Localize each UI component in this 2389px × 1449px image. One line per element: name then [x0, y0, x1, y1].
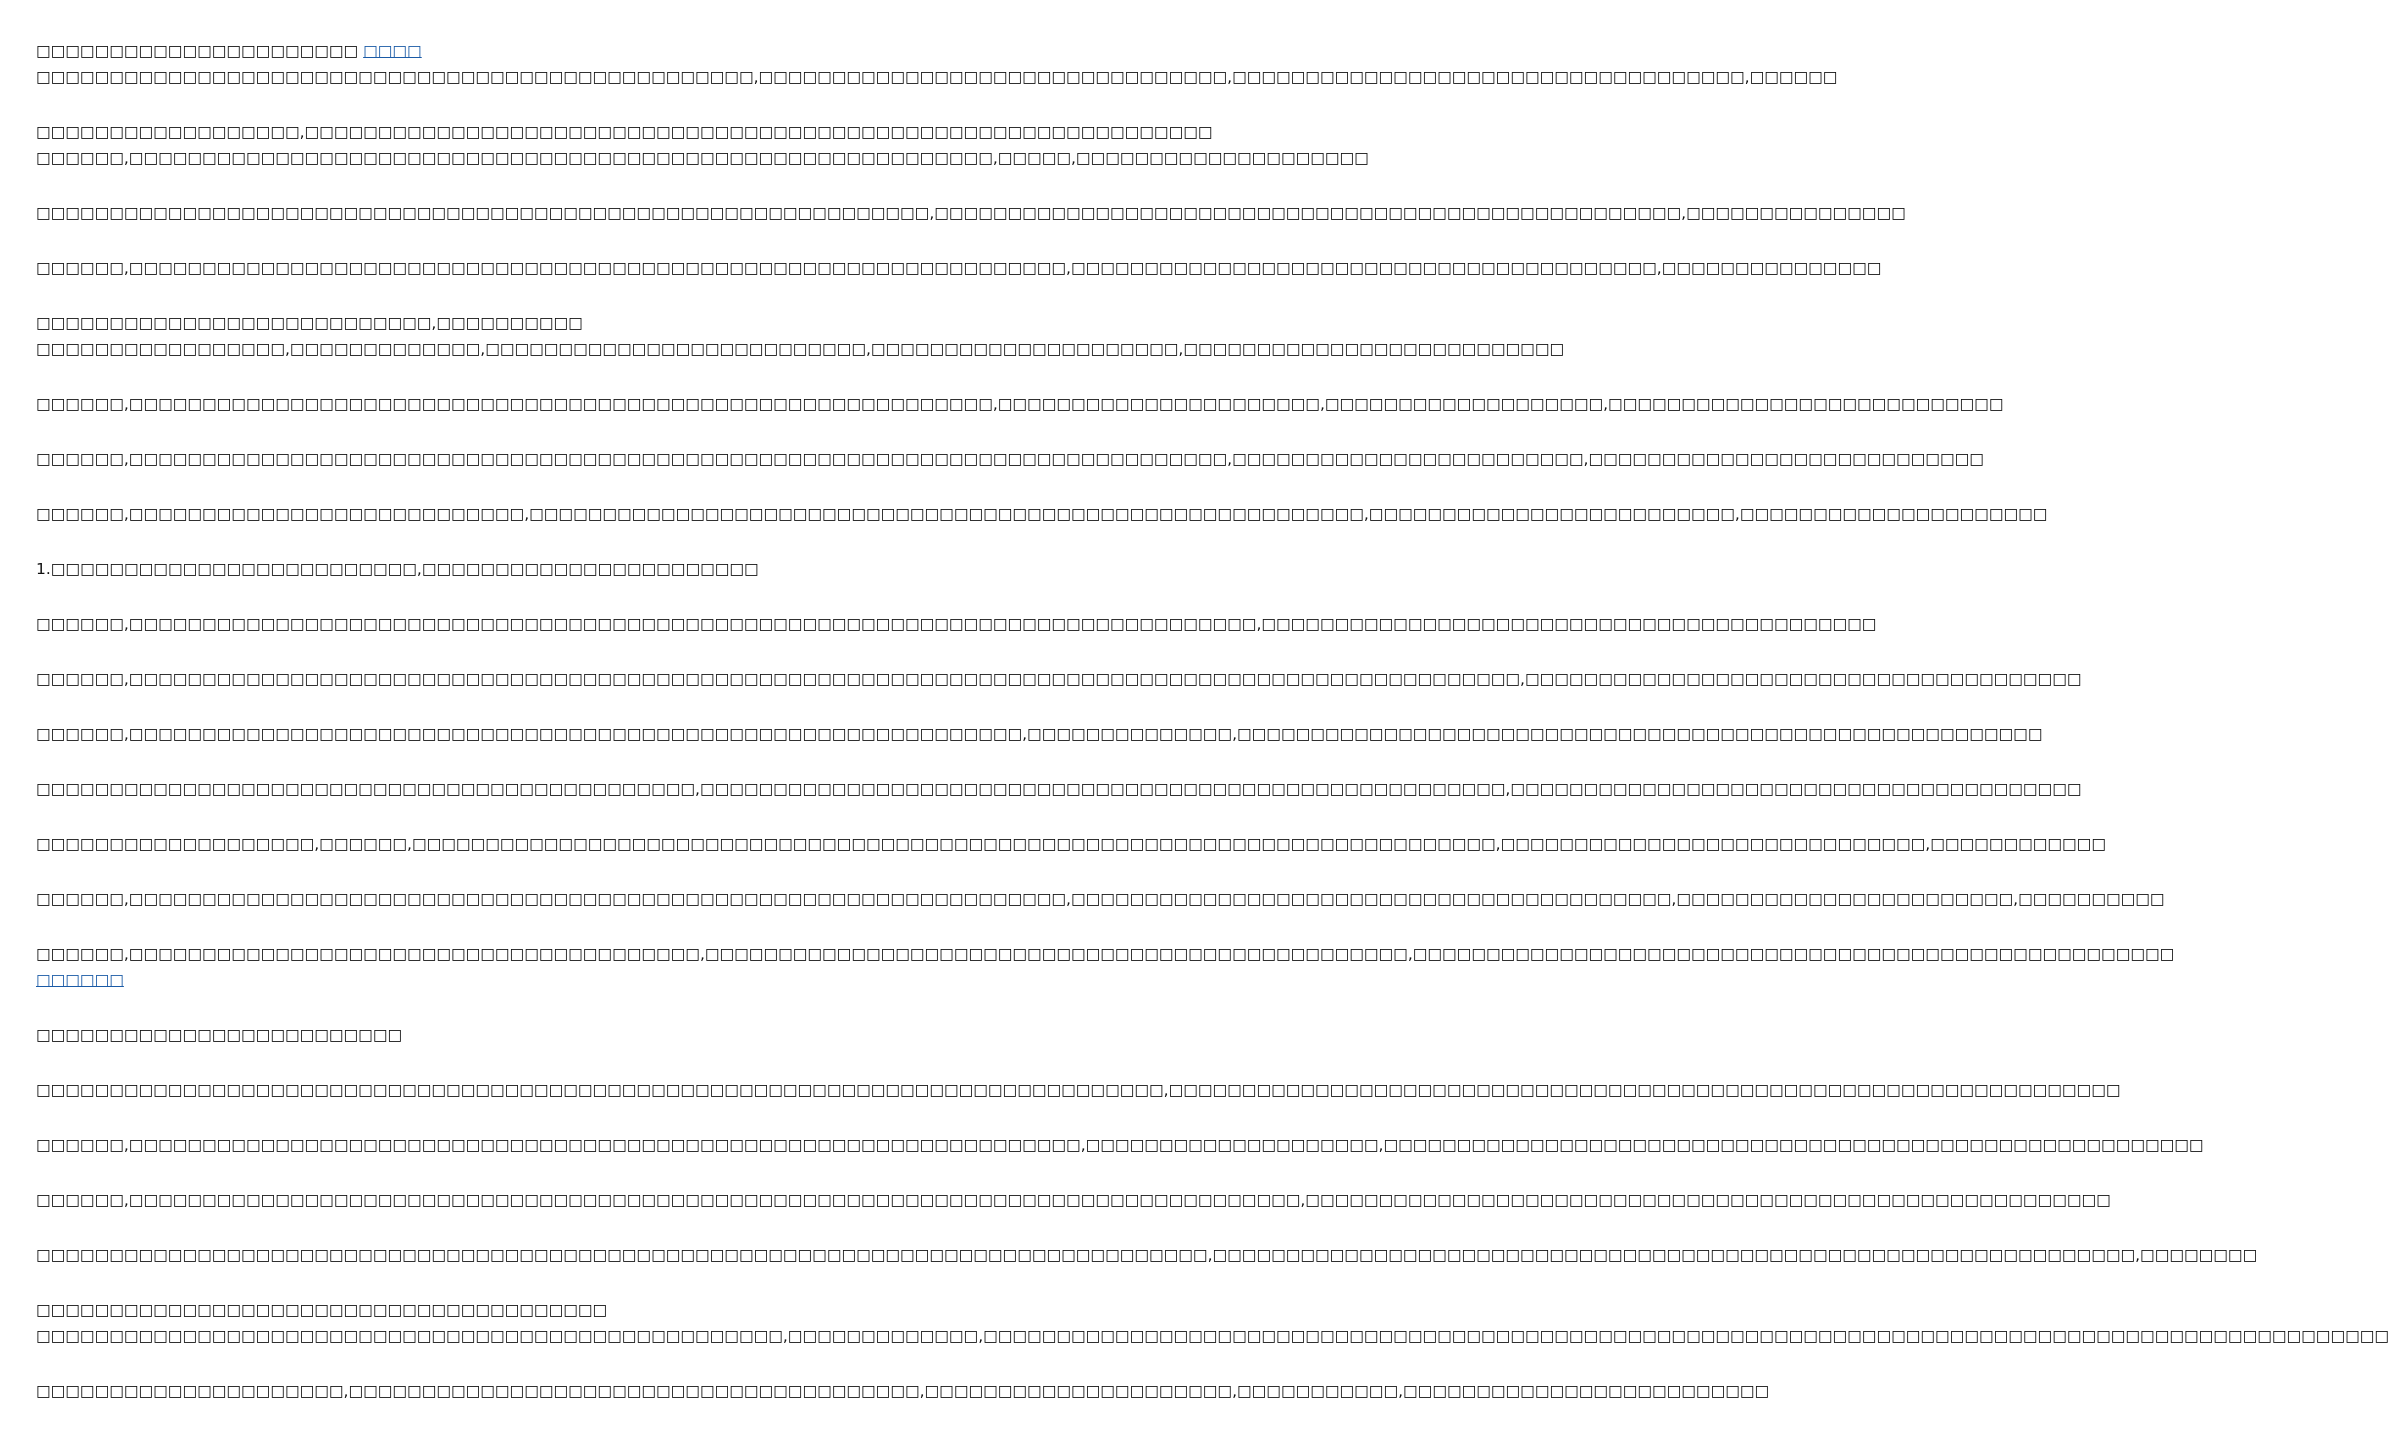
text-line [36, 721, 2043, 747]
line-text: □□□□□□,□□□□□□□□□□□□□□□□□□□□□□□□□□□□□□□□□□□□□□□□□□□□□□□□□□□□□□□□□□□□□□□□□,□□□□□□□□□□□□□□□□□□□□,□□□□□□□□□□□□□□□□□□□□□□□□□□□□□□□□□□□□□□□□□□□□□□□□□□□□□□□□ [36, 1136, 2204, 1154]
line-text: □□□□□□□□□□□□□□□□□□□□□□□□□□□□□□□□□□□□□□□ [36, 1301, 608, 1319]
paragraph-gap [36, 582, 990, 611]
line-text: □□□□□□□□□□□□□□□□□□□□□□□□□□□□□□□□□□□□□□□□□□□□□□□□□□□□□□□□□□□□□□□□□□□□□□□□□□□□□□□□,□□□□□□□□□□□□□□□□□□□□□□□□□□□□□□□□□□□□□□□□□□□□□□□□□□□□□□□□□□□□□□□,□□□□□□□□ [36, 1246, 2258, 1264]
line-text: □□□□□□□□□□□□□□□□□□□□□□□□□□□,□□□□□□□□□□ [36, 314, 583, 332]
line-text: □□□□□□□□□□□□□□□□□□□,□□□□□□,□□□□□□□□□□□□□□□□□□□□□□□□□□□□□□□□□□□□□□□□□□□□□□□□□□□□□□□□□□□□□□□□□□□□□□□□□□,□□□□□□□□□□□□□□□□□□□□□□□□□□□□□,□□□□□□□□□□□□ [36, 835, 2106, 853]
document-body [36, 38, 2389, 1404]
line-text: □□□□□□,□□□□□□□□□□□□□□□□□□□□□□□□□□□□□□□□□□□□□□□□□□□□□□□□□□□□□□□□□□□□□□□□□□□□□□□□□□□,□□□□□□□□□□□□□□□□□□□□□□□□,□□□□□□□□□□□□□□□□□□□□□□□□□□□ [36, 450, 1984, 468]
text-line [36, 1323, 2389, 1349]
line-text: □□□□□□□□□□□□□□□□□□□□□□□□□□□□□□□□□□□□□□□□□□□□□□□□□□□□□□□□□□□□□□□□□□□□□□□□□□□□□,□□□□□□□□□□□□□□□□□□□□□□□□□□□□□□□□□□□□□□□□□□□□□□□□□□□□□□□□□□□□□□□□□ [36, 1081, 2121, 1099]
text-line [36, 1297, 990, 1323]
line-text: □□□□□□,□□□□□□□□□□□□□□□□□□□□□□□□□□□□□□□□□□□□□□□□□□□□□□□□□□□□□□□□□□□,□□□□□,□□□□□□□□□□□□□□□□□□□□ [36, 149, 1369, 167]
paragraph [36, 391, 2004, 417]
text-line [36, 666, 2082, 692]
text-line [36, 1077, 2121, 1103]
line-text: □□□□□□,□□□□□□□□□□□□□□□□□□□□□□□□□□□,□□□□□□□□□□□□□□□□□□□□□□□□□□□□□□□□□□□□□□□□□□□□□□□□□□□□□□□□□,□□□□□□□□□□□□□□□□□□□□□□□□□,□□□□□□□□□□□□□□□□□□□□□ [36, 505, 2048, 523]
paragraph-gap [36, 912, 990, 941]
paragraph-gap [36, 1268, 990, 1297]
line-text: □□□□□□□□□□□□□□□□□□,□□□□□□□□□□□□□□□□□□□□□□□□□□□□□□□□□□□□□□□□□□□□□□□□□□□□□□□□□□□□□□ [36, 123, 1213, 141]
text-line [36, 38, 990, 64]
paragraph [36, 1297, 2389, 1349]
line-text: □□□□□□□□□□□□□□□□□□□□□□ [36, 42, 359, 60]
paragraph-gap [36, 1103, 990, 1132]
line-text: □□□□□□□□□□□□□□□□□□□□□□□□□□□□□□□□□□□□□□□□□□□□□□□□□□□□□□□□□□□□□,□□□□□□□□□□□□□□□□□□□□□□□□□□□□□□□□□□□□□□□□□□□□□□□□□□□,□□□□□□□□□□□□□□□ [36, 204, 1906, 222]
text-line [36, 886, 2165, 912]
paragraph [36, 501, 2048, 527]
line-text: □□□□□□□□□□□□□□□□□□□□□□□□□ [36, 1026, 403, 1044]
text-line [36, 831, 2106, 857]
text-line [36, 967, 990, 993]
text-line [36, 200, 1906, 226]
paragraph [36, 310, 1565, 362]
text-line [36, 336, 1565, 362]
paragraph-gap [36, 90, 990, 119]
paragraph-gap [36, 281, 990, 310]
text-line [36, 1187, 2111, 1213]
paragraph-gap [36, 362, 990, 391]
paragraph-gap [36, 993, 990, 1022]
paragraph [36, 1242, 2258, 1268]
paragraph-gap [36, 1048, 990, 1077]
text-line [36, 446, 1984, 472]
paragraph [36, 1077, 2121, 1103]
text-line [36, 501, 2048, 527]
paragraph [36, 831, 2106, 857]
paragraph [36, 941, 2175, 993]
paragraph [36, 721, 2043, 747]
line-text: □□□□□□,□□□□□□□□□□□□□□□□□□□□□□□□□□□□□□□□□□□□□□□□□□□□□□□□□□□□□□□□□□□□□□□□□□□□□□□□□□□□□□□□□□□□□□□□□□□□□□□,□□□□□□□□□□□□□□□□□□□□□□□□□□□□□□□□□□□□□□ [36, 670, 2082, 688]
text-line [36, 145, 1369, 171]
line-text: □□□□□□,□□□□□□□□□□□□□□□□□□□□□□□□□□□□□□□□□□□□□□□□□□□□□□□□□□□□□□□□□□□□□□□□□□□□□□□□□□□□□,□□□□□□□□□□□□□□□□□□□□□□□□□□□□□□□□□□□□□□□□□□ [36, 615, 1877, 633]
line-text: □□□□□□,□□□□□□□□□□□□□□□□□□□□□□□□□□□□□□□□□□□□□□□□□□□□□□□□□□□□□□□□□□□□□□□□,□□□□□□□□□□□□□□□□□□□□□□□□□□□□□□□□□□□□□□□□□,□□□□□□□□□□□□□□□□□□□□□□□,□□□□□□□□□□ [36, 890, 2165, 908]
text-line [36, 776, 2082, 802]
paragraph [36, 446, 1984, 472]
text-line [36, 64, 1838, 90]
line-text: □□□□□□,□□□□□□□□□□□□□□□□□□□□□□□□□□□□□□□□□□□□□□□,□□□□□□□□□□□□□□□□□□□□□□□□□□□□□□□□□□□□□□□□□□□□□□□□,□□□□□□□□□□□□□□□□□□□□□□□□□□□□□□□□□□□□□□□□□□□□□□□□□□□□ [36, 945, 2175, 963]
text-line [36, 255, 1882, 281]
paragraph-gap [36, 1158, 990, 1187]
paragraph [36, 666, 2082, 692]
paragraph-gap [36, 637, 990, 666]
text-line [36, 611, 1877, 637]
text-line [36, 1378, 1770, 1404]
line-text: □□□□□□,□□□□□□□□□□□□□□□□□□□□□□□□□□□□□□□□□□□□□□□□□□□□□□□□□□□□□□□□□□□□□□□□□□□□□□□□□□□□□□□□,□□□□□□□□□□□□□□□□□□□□□□□□□□□□□□□□□□□□□□□□□□□□□□□□□□□□□□□ [36, 1191, 2111, 1209]
paragraph [36, 1378, 1770, 1404]
text-line [36, 310, 990, 336]
paragraph-gap [36, 1213, 990, 1242]
line-text: □□□□□□,□□□□□□□□□□□□□□□□□□□□□□□□□□□□□□□□□□□□□□□□□□□□□□□□□□□□□□□□□□□□□□□□,□□□□□□□□□□□□□□□□□□□□□□□□□□□□□□□□□□□□□□□□,□□□□□□□□□□□□□□□ [36, 259, 1882, 277]
paragraph-gap [36, 417, 990, 446]
paragraph [36, 119, 1369, 171]
paragraph-gap [36, 226, 990, 255]
paragraph [36, 200, 1906, 226]
text-line [36, 1132, 2204, 1158]
paragraph [36, 1022, 990, 1048]
paragraph [36, 886, 2165, 912]
paragraph-gap [36, 692, 990, 721]
line-text: □□□□□□,□□□□□□□□□□□□□□□□□□□□□□□□□□□□□□□□□□□□□□□□□□□□□□□□□□□□□□□□□□□,□□□□□□□□□□□□□□□□□□□□□□,□□□□□□□□□□□□□□□□□□□,□□□□□□□□□□□□□□□□□□□□□□□□□□□ [36, 395, 2004, 413]
paragraph-gap [36, 1349, 990, 1378]
line-text: □□□□□□□□□□□□□□□□□□□□□□□□□□□□□□□□□□□□□□□□□□□□□,□□□□□□□□□□□□□□□□□□□□□□□□□□□□□□□□□□□□□□□□□□□□□□□□□□□□□□□,□□□□□□□□□□□□□□□□□□□□□□□□□□□□□□□□□□□□□□□ [36, 780, 2082, 798]
paragraph [36, 556, 990, 582]
paragraph-gap [36, 171, 990, 200]
text-line [36, 391, 2004, 417]
paragraph-gap [36, 857, 990, 886]
line-text: 1.□□□□□□□□□□□□□□□□□□□□□□□□□,□□□□□□□□□□□□□□□□□□□□□□□ [36, 560, 759, 578]
paragraph [36, 255, 1882, 281]
line-text: □□□□□□,□□□□□□□□□□□□□□□□□□□□□□□□□□□□□□□□□□□□□□□□□□□□□□□□□□□□□□□□□□□□□,□□□□□□□□□□□□□□,□□□□□□□□□□□□□□□□□□□□□□□□□□□□□□□□□□□□□□□□□□□□□□□□□□□□□□□ [36, 725, 2043, 743]
paragraph-gap [36, 472, 990, 501]
line-text: □□□□□□□□□□□□□□□□□□□□□□□□□□□□□□□□□□□□□□□□□□□□□□□□□,□□□□□□□□□□□□□□□□□□□□□□□□□□□□□□□□,□□□□□□□□□□□□□□□□□□□□□□□□□□□□□□□□□□□,□□□□□□ [36, 68, 1838, 86]
line-text: □□□□□□□□□□□□□□□□□□□□□□□□□□□□□□□□□□□□□□□□□□□□□□□□□□□,□□□□□□□□□□□□□,□□□□□□□□□□□□□□□□□□□□□□□□□□□□□□□□□□□□□□□□□□□□□□□□□□□□□□□□□□□□□□□□□□□□□□□□□□□□□□□□□□□□□□□□□□□□□□□□ [36, 1327, 2389, 1345]
line-text: □□□□□□□□□□□□□□□□□,□□□□□□□□□□□□□,□□□□□□□□□□□□□□□□□□□□□□□□□□,□□□□□□□□□□□□□□□□□□□□□,□□□□□□□□□□□□□□□□□□□□□□□□□□ [36, 340, 1565, 358]
inline-link[interactable]: □□□□ [363, 42, 422, 60]
inline-link[interactable]: □□□□□□ [36, 971, 124, 989]
paragraph [36, 38, 1838, 90]
paragraph [36, 1187, 2111, 1213]
line-text: □□□□□□□□□□□□□□□□□□□□□,□□□□□□□□□□□□□□□□□□□□□□□□□□□□□□□□□□□□□□□,□□□□□□□□□□□□□□□□□□□□□,□□□□□□□□□□□,□□□□□□□□□□□□□□□□□□□□□□□□□ [36, 1382, 1770, 1400]
text-line [36, 1022, 990, 1048]
paragraph-gap [36, 527, 990, 556]
paragraph-gap [36, 747, 990, 776]
text-line [36, 1242, 2258, 1268]
paragraph [36, 1132, 2204, 1158]
text-line [36, 941, 2175, 967]
text-line [36, 556, 990, 582]
paragraph [36, 776, 2082, 802]
text-line [36, 119, 1213, 145]
paragraph [36, 611, 1877, 637]
paragraph-gap [36, 802, 990, 831]
